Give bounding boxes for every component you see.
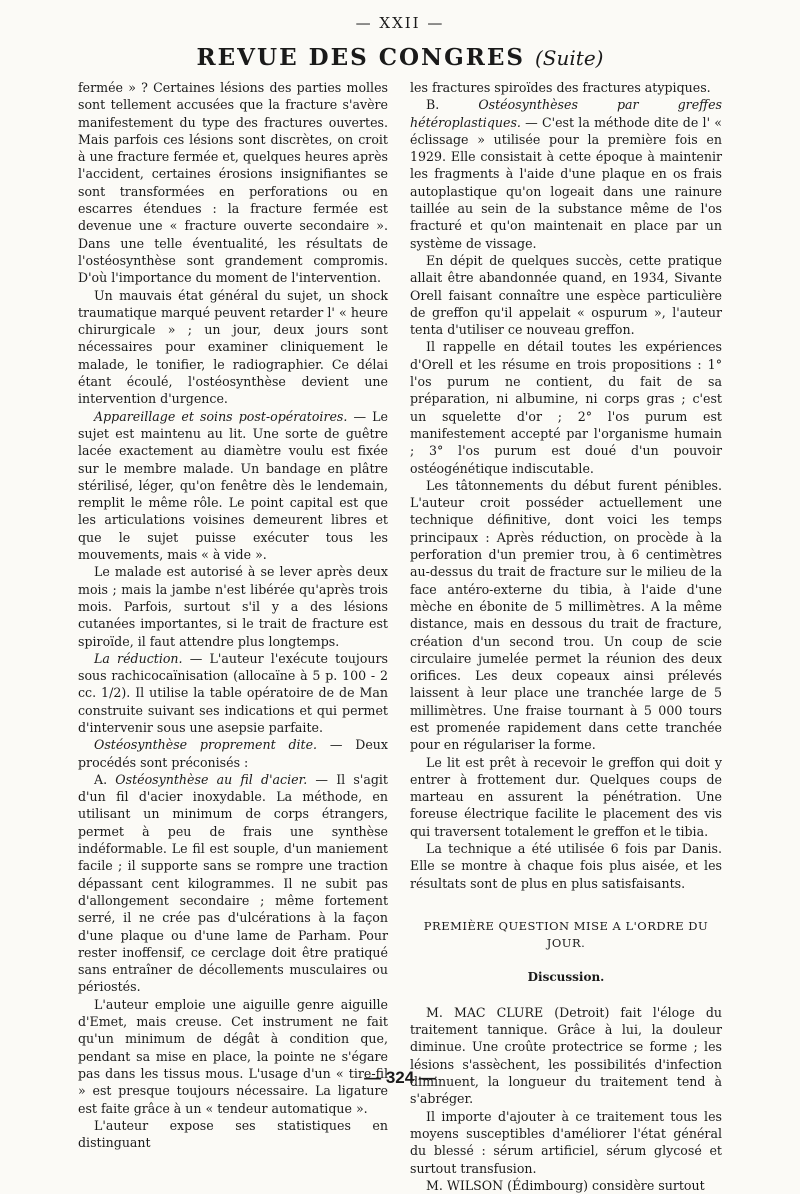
paragraph: Un mauvais état général du sujet, un shock traumatique marqué peuvent retarder l' « heure chirurgicale » ; un jour, deux jours sont nécessaires pour examiner cliniquement le malade, le tonifier, le radiographier. Ce délai étant écoulé, l'ostéosynthèse devient une intervention d'urgence. bbox=[78, 287, 388, 407]
section-title: Ostéosynthèses par greffes hétéroplastiques. bbox=[410, 97, 722, 130]
paragraph: Le malade est autorisé à se lever après deux mois ; mais la jambe n'est libérée qu'après trois mois. Parfois, surtout s'il y a des lésions cutanées importantes, si le trait de fracture est spiroïde, il faut attendre plus longtemps. bbox=[78, 564, 388, 649]
paragraph: Il rappelle en détail toutes les expériences d'Orell et les résume en trois propositions : 1° l'os purum ne contient, du fait de sa préparation, ni albumine, ni corps gras ; c'est un squelette d'or ; 2° l'os purum est manifestement accepté par l'organisme humain ; 3° l'os purum est doué d'un pouvoir ostéogénétique indiscutable. bbox=[410, 339, 722, 476]
list-marker: B. bbox=[426, 97, 479, 113]
section-title: Ostéosynthèse au fil d'acier. bbox=[115, 771, 308, 787]
journal-title: REVUE DES CONGRES bbox=[196, 44, 525, 71]
right-column bbox=[410, 79, 722, 1194]
paragraph: Il importe d'ajouter à ce traitement tous les moyens susceptibles d'améliorer l'état général du blessé : sérum artificiel, sérum glycosé et surtout transfusion. bbox=[410, 1108, 722, 1176]
paragraph: M. WILSON (Édimbourg) considère surtout bbox=[426, 1177, 705, 1193]
paragraph: En dépit de quelques succès, cette pratique allait être abandonnée quand, en 1934, Sivante Orell faisant connaître une espèce particulière de greffon qu'il appelait « ospurum », l'auteur tenta d'utiliser ce nouveau greffon. bbox=[410, 252, 722, 338]
paragraph bbox=[78, 771, 388, 996]
list-marker: A. bbox=[94, 771, 116, 787]
paragraph bbox=[78, 408, 388, 564]
section-title: Ostéosynthèse proprement dite. bbox=[94, 737, 318, 753]
paragraph: Les tâtonnements du début furent pénibles. L'auteur croit posséder actuellement une technique définitive, dont voici les temps principaux : Après réduction, on procède à la perforation d'un premier trou, à 6 centimètres au-dessus du trait de fracture sur le milieu de la face antéro-externe du tibia, à l'aide d'une mèche en ébonite de 5 millimètres. A la même distance, mais en dessous du trait de fracture, création d'un second trou. Un coup de scie circulaire jumelée permet la réunion des deux orifices. Les deux copeaux ainsi prélevés laissent à leur place une tranchée large de 5 millimètres. Une fraise tournant à 5 000 tours est promenée rapidement dans cette tranchée pour en régulariser la forme. bbox=[410, 477, 722, 753]
paragraph: La technique a été utilisée 6 fois par Danis. Elle se montre à chaque fois plus aisée, et les résultats sont de plus en plus satisfaisants. bbox=[410, 841, 722, 891]
discussion-title: Discussion. bbox=[527, 969, 605, 984]
heading-suite: (Suite) bbox=[535, 46, 604, 70]
section-title: La réduction. bbox=[94, 650, 183, 666]
paragraph bbox=[410, 96, 722, 252]
paragraph: les fractures spiroïdes des fractures atypiques. bbox=[410, 80, 711, 95]
roman-page-number: — XXII — bbox=[355, 14, 445, 32]
paragraph-body: — Deux procédés sont préconisés : bbox=[78, 737, 388, 770]
paragraph bbox=[78, 736, 388, 771]
paragraph-body: — Il s'agit d'un fil d'acier inoxydable. La méthode, en utilisant un minimum de corps étrangers, permet à peu de frais une synthèse indéformable. Le fil est souple, d'un maniement facile ; il supporte sans se rompre une traction dépassant cent kilogrammes. Il ne subit pas d'allongement secondaire ; même fortement serré, il ne crée pas d'ulcérations à la façon d'une plaque ou d'une lame de Parham. Pour rester inoffensif, ce cerclage doit être pratiqué sans entraîner de décollements musculaires ou périostés. bbox=[78, 771, 388, 995]
page-heading bbox=[0, 44, 800, 71]
paragraph bbox=[78, 650, 388, 736]
section-title: Appareillage et soins post-opératoires. bbox=[94, 408, 348, 424]
paragraph-body: — C'est la méthode dite de l' « éclissage » utilisée pour la première fois en 1929. Elle consistait à cette époque à maintenir les fragments à l'aide d'une plaque en os frais autoplastique qu'on logeait dans une rainure taillée au sein de la substance même de l'os fracturé et qu'on maintenait en place par un système de vissage. bbox=[410, 114, 722, 251]
paragraph: M. MAC CLURE (Detroit) fait l'éloge du traitement tannique. Grâce à lui, la douleur diminue. Une croûte protectrice se forme ; les lésions s'assèchent, les possibilités d'infection diminuent, la longueur du traitement tend à s'abréger. bbox=[410, 1004, 722, 1107]
paragraph: Le lit est prêt à recevoir le greffon qui doit y entrer à frottement dur. Quelques coups de marteau en assurent la pénétration. Une foreuse électrique facilite le placement des vis qui traversent totalement le greffon et le tibia. bbox=[410, 754, 722, 839]
left-column bbox=[78, 79, 388, 1151]
paragraph-body: — Le sujet est maintenu au lit. Une sorte de guêtre lacée exactement au diamètre voulu est fixée sur le membre malade. Un bandage en plâtre stérilisé, léger, qu'on fenêtre dès le lendemain, remplit le même rôle. Le point capital est que les articulations voisines demeurent libres et que le sujet puisse exécuter tous les mouvements, mais « à vide ». bbox=[78, 408, 388, 563]
paragraph-body: — L'auteur l'exécute toujours sous rachicocaïnisation (allocaïne à 5 p. 100 - 2 cc. 1/2). Il utilise la table opératoire de de Man construite suivant ses indications et qui permet d'intervenir sous une asepsie parfaite. bbox=[78, 650, 388, 735]
paragraph: L'auteur emploie une aiguille genre aiguille d'Emet, mais creuse. Cet instrument ne fait qu'un minimum de dégât à condition que, pendant sa mise en place, la pointe ne s'égare pas dans les tissus mous. L'usage d'un « tire-fil » est presque toujours nécessaire. La ligature est faite grâce à un « tendeur automatique ». bbox=[78, 996, 388, 1116]
paragraph: fermée » ? Certaines lésions des parties molles sont tellement accusées que la fracture s'avère manifestement du type des fractures ouvertes. Mais parfois ces lésions sont discrètes, on croit à une fracture fermée et, quelques heures après l'accident, certaines érosions insignifiantes se sont transformées en perforations ou en escarres étendues : la fracture fermée est devenue une « fracture ouverte secondaire ». Dans une telle éventualité, les résultats de l'ostéosynthèse sont grandement compromis. D'où l'importance du moment de l'intervention. bbox=[78, 80, 388, 286]
paragraph: L'auteur expose ses statistiques en distinguant bbox=[78, 1117, 388, 1151]
question-title: PREMIÈRE QUESTION MISE A L'ORDRE DU JOUR. bbox=[423, 918, 709, 951]
page-number: — 324 — bbox=[364, 1068, 436, 1087]
